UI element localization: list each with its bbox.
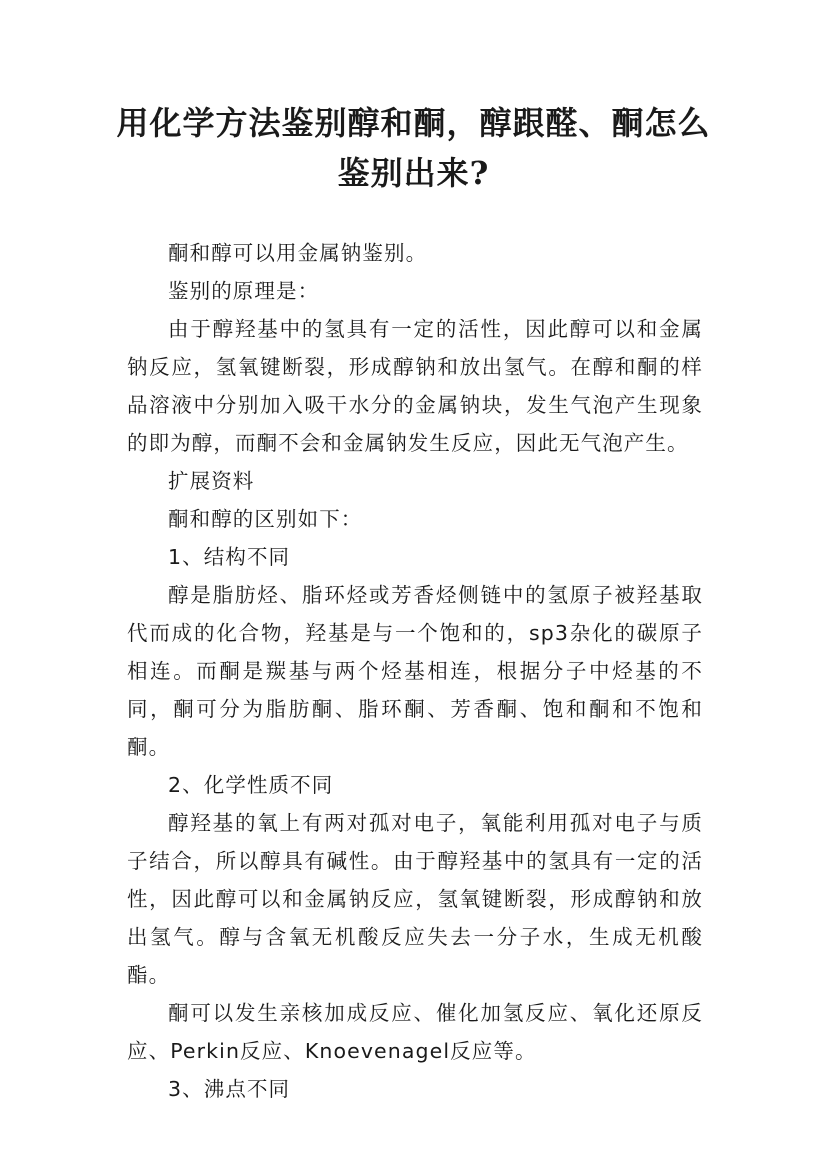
paragraph-differences-intro: 酮和醇的区别如下：	[168, 507, 363, 531]
document-body	[127, 234, 703, 1108]
paragraph-ketone-reactions: 酮可以发生亲核加成反应、催化加氢反应、氧化还原反应、Perkin反应、Knoevenagel反应等。	[127, 1001, 703, 1063]
section-heading-structure: 1、结构不同	[168, 545, 291, 569]
paragraph-extended-heading: 扩展资料	[168, 469, 255, 493]
paragraph-principle-heading: 鉴别的原理是：	[168, 279, 320, 303]
paragraph-principle: 由于醇羟基中的氢具有一定的活性，因此醇可以和金属钠反应，氢氧键断裂，形成醇钠和放出氢气。在醇和酮的样品溶液中分别加入吸干水分的金属钠块，发生气泡产生现象的即为醇，而酮不会和金属钠发生反应，因此无气泡产生。	[127, 317, 703, 455]
paragraph-method: 酮和醇可以用金属钠鉴别。	[168, 241, 428, 265]
section-heading-chemical-properties: 2、化学性质不同	[168, 773, 334, 797]
section-heading-boiling-point: 3、沸点不同	[168, 1077, 291, 1101]
paragraph-alcohol-properties: 醇羟基的氧上有两对孤对电子，氧能利用孤对电子与质子结合，所以醇具有碱性。由于醇羟基中的氢具有一定的活性，因此醇可以和金属钠反应，氢氧键断裂，形成醇钠和放出氢气。醇与含氧无机酸反应失去一分子水，生成无机酸酯。	[127, 811, 703, 987]
paragraph-structure: 醇是脂肪烃、脂环烃或芳香烃侧链中的氢原子被羟基取代而成的化合物，羟基是与一个饱和的，sp3杂化的碳原子相连。而酮是羰基与两个烃基相连，根据分子中烃基的不同，酮可分为脂肪酮、脂环酮、芳香酮、饱和酮和不饱和酮。	[127, 583, 703, 759]
document-title: 用化学方法鉴别醇和酮，醇跟醛、酮怎么鉴别出来?	[116, 104, 711, 192]
